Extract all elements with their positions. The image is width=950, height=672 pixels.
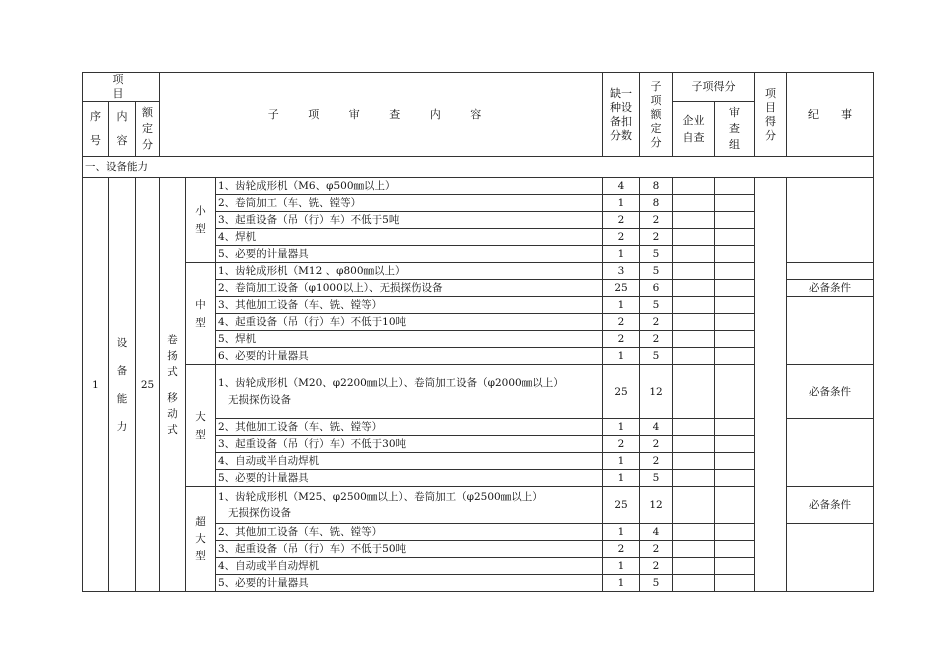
deduct-header: 缺一 种设 备扣 分数 <box>603 73 640 157</box>
item-text: 1、齿轮成形机（M12 、φ800㎜以上） <box>216 263 603 280</box>
item-deduct: 1 <box>603 453 640 470</box>
note-cell <box>787 263 874 280</box>
size-medium: 中 型 <box>186 263 216 365</box>
item-deduct: 1 <box>603 575 640 592</box>
item-text: 1、齿轮成形机（M6、φ500㎜以上） <box>216 178 603 195</box>
item-deduct: 1 <box>603 470 640 487</box>
notes-header: 纪 事 <box>787 73 874 157</box>
item-text: 1、齿轮成形机（M25、φ2500㎜以上）、卷筒加工（φ2500㎜以上） 无损探伤设备 <box>216 487 603 524</box>
review-cell[interactable] <box>715 263 755 280</box>
item-text: 2、其他加工设备（车、铣、镗等） <box>216 524 603 541</box>
self-check-cell[interactable] <box>673 297 715 314</box>
item-text: 6、必要的计量器具 <box>216 348 603 365</box>
review-cell[interactable] <box>715 195 755 212</box>
item-deduct: 1 <box>603 348 640 365</box>
item-score-cell[interactable] <box>755 178 787 592</box>
group-rated: 25 <box>136 178 160 592</box>
review-cell[interactable] <box>715 331 755 348</box>
item-score: 6 <box>640 280 673 297</box>
inspection-table <box>82 72 874 592</box>
self-check-cell[interactable] <box>673 470 715 487</box>
item-text: 2、卷筒加工设备（φ1000以上）、无损探伤设备 <box>216 280 603 297</box>
group-category: 卷 扬 式 移 动 式 <box>160 178 186 592</box>
review-cell[interactable] <box>715 348 755 365</box>
item-score: 5 <box>640 470 673 487</box>
review-cell[interactable] <box>715 365 755 419</box>
item-text: 5、焊机 <box>216 331 603 348</box>
table-row <box>83 178 874 195</box>
self-check-cell[interactable] <box>673 524 715 541</box>
review-cell[interactable] <box>715 558 755 575</box>
review-cell[interactable] <box>715 314 755 331</box>
item-text: 3、起重设备（吊（行）车）不低于50吨 <box>216 541 603 558</box>
subitem-review-header: 子 项 审 查 内 容 <box>160 73 603 157</box>
item-score: 8 <box>640 195 673 212</box>
item-score: 12 <box>640 365 673 419</box>
item-text: 4、焊机 <box>216 229 603 246</box>
item-deduct: 1 <box>603 297 640 314</box>
item-text: 5、必要的计量器具 <box>216 575 603 592</box>
item-text: 1、齿轮成形机（M20、φ2200㎜以上）、卷筒加工设备（φ2000㎜以上） 无损探伤设备 <box>216 365 603 419</box>
item-score: 2 <box>640 558 673 575</box>
item-text: 3、其他加工设备（车、铣、镗等） <box>216 297 603 314</box>
item-score: 8 <box>640 178 673 195</box>
review-cell[interactable] <box>715 280 755 297</box>
item-score: 2 <box>640 436 673 453</box>
header-row-1 <box>83 73 874 102</box>
self-check-cell[interactable] <box>673 212 715 229</box>
item-text: 2、卷筒加工（车、铣、镗等） <box>216 195 603 212</box>
item-score: 4 <box>640 524 673 541</box>
size-xlarge: 超 大 型 <box>186 487 216 592</box>
self-check-cell[interactable] <box>673 314 715 331</box>
review-cell[interactable] <box>715 229 755 246</box>
rated-header: 额 定 分 <box>136 102 160 157</box>
review-cell[interactable] <box>715 470 755 487</box>
item-deduct: 2 <box>603 436 640 453</box>
seq-header: 序 号 <box>83 102 109 157</box>
item-deduct: 4 <box>603 178 640 195</box>
self-check-cell[interactable] <box>673 575 715 592</box>
item-deduct: 25 <box>603 280 640 297</box>
item-deduct: 25 <box>603 487 640 524</box>
item-text: 4、起重设备（吊（行）车）不低于10吨 <box>216 314 603 331</box>
review-cell[interactable] <box>715 436 755 453</box>
self-check-header: 企业 自查 <box>673 102 715 157</box>
group-seq: 1 <box>83 178 109 592</box>
note-cell <box>787 178 874 263</box>
note-cell: 必备条件 <box>787 280 874 297</box>
self-check-cell[interactable] <box>673 436 715 453</box>
self-check-cell[interactable] <box>673 419 715 436</box>
item-deduct: 3 <box>603 263 640 280</box>
item-text: 5、必要的计量器具 <box>216 470 603 487</box>
item-deduct: 2 <box>603 314 640 331</box>
section-title: 一、设备能力 <box>83 157 874 178</box>
item-score: 12 <box>640 487 673 524</box>
note-cell <box>787 419 874 487</box>
self-check-cell[interactable] <box>673 487 715 524</box>
review-cell[interactable] <box>715 453 755 470</box>
review-cell[interactable] <box>715 178 755 195</box>
review-group-header: 审 查 组 <box>715 102 755 157</box>
self-check-cell[interactable] <box>673 541 715 558</box>
item-score: 5 <box>640 575 673 592</box>
self-check-cell[interactable] <box>673 246 715 263</box>
item-score: 4 <box>640 419 673 436</box>
item-deduct: 1 <box>603 524 640 541</box>
item-score-header: 项 目 得 分 <box>755 73 787 157</box>
item-deduct: 2 <box>603 331 640 348</box>
note-cell: 必备条件 <box>787 487 874 524</box>
project-header: 项 目 <box>83 73 160 102</box>
review-cell[interactable] <box>715 246 755 263</box>
review-cell[interactable] <box>715 297 755 314</box>
self-check-cell[interactable] <box>673 263 715 280</box>
sub-score-header: 子项得分 <box>673 73 755 102</box>
item-deduct: 1 <box>603 195 640 212</box>
self-check-cell[interactable] <box>673 558 715 575</box>
item-text: 4、自动或半自动焊机 <box>216 453 603 470</box>
item-text: 2、其他加工设备（车、铣、镗等） <box>216 419 603 436</box>
note-cell <box>787 297 874 365</box>
section-row <box>83 157 874 178</box>
size-small: 小 型 <box>186 178 216 263</box>
self-check-cell[interactable] <box>673 331 715 348</box>
item-score: 5 <box>640 348 673 365</box>
review-cell[interactable] <box>715 524 755 541</box>
item-score: 2 <box>640 453 673 470</box>
content-header: 内 容 <box>109 102 136 157</box>
sub-rated-header: 子 项 额 定 分 <box>640 73 673 157</box>
review-cell[interactable] <box>715 487 755 524</box>
review-cell[interactable] <box>715 541 755 558</box>
self-check-cell[interactable] <box>673 348 715 365</box>
item-score: 5 <box>640 297 673 314</box>
review-cell[interactable] <box>715 575 755 592</box>
item-deduct: 2 <box>603 212 640 229</box>
item-score: 2 <box>640 541 673 558</box>
item-score: 5 <box>640 263 673 280</box>
item-score: 2 <box>640 229 673 246</box>
item-text: 4、自动或半自动焊机 <box>216 558 603 575</box>
note-cell: 必备条件 <box>787 365 874 419</box>
review-cell[interactable] <box>715 212 755 229</box>
item-score: 2 <box>640 212 673 229</box>
self-check-cell[interactable] <box>673 178 715 195</box>
self-check-cell[interactable] <box>673 280 715 297</box>
note-cell <box>787 524 874 592</box>
self-check-cell[interactable] <box>673 453 715 470</box>
item-score: 5 <box>640 246 673 263</box>
self-check-cell[interactable] <box>673 195 715 212</box>
self-check-cell[interactable] <box>673 365 715 419</box>
item-score: 2 <box>640 314 673 331</box>
item-deduct: 1 <box>603 246 640 263</box>
item-text: 3、起重设备（吊（行）车）不低于5吨 <box>216 212 603 229</box>
self-check-cell[interactable] <box>673 229 715 246</box>
item-deduct: 25 <box>603 365 640 419</box>
item-deduct: 1 <box>603 558 640 575</box>
review-cell[interactable] <box>715 419 755 436</box>
item-deduct: 2 <box>603 541 640 558</box>
group-content: 设 备 能 力 <box>109 178 136 592</box>
item-deduct: 2 <box>603 229 640 246</box>
size-large: 大 型 <box>186 365 216 487</box>
item-text: 3、起重设备（吊（行）车）不低于30吨 <box>216 436 603 453</box>
item-deduct: 1 <box>603 419 640 436</box>
item-score: 2 <box>640 331 673 348</box>
item-text: 5、必要的计量器具 <box>216 246 603 263</box>
